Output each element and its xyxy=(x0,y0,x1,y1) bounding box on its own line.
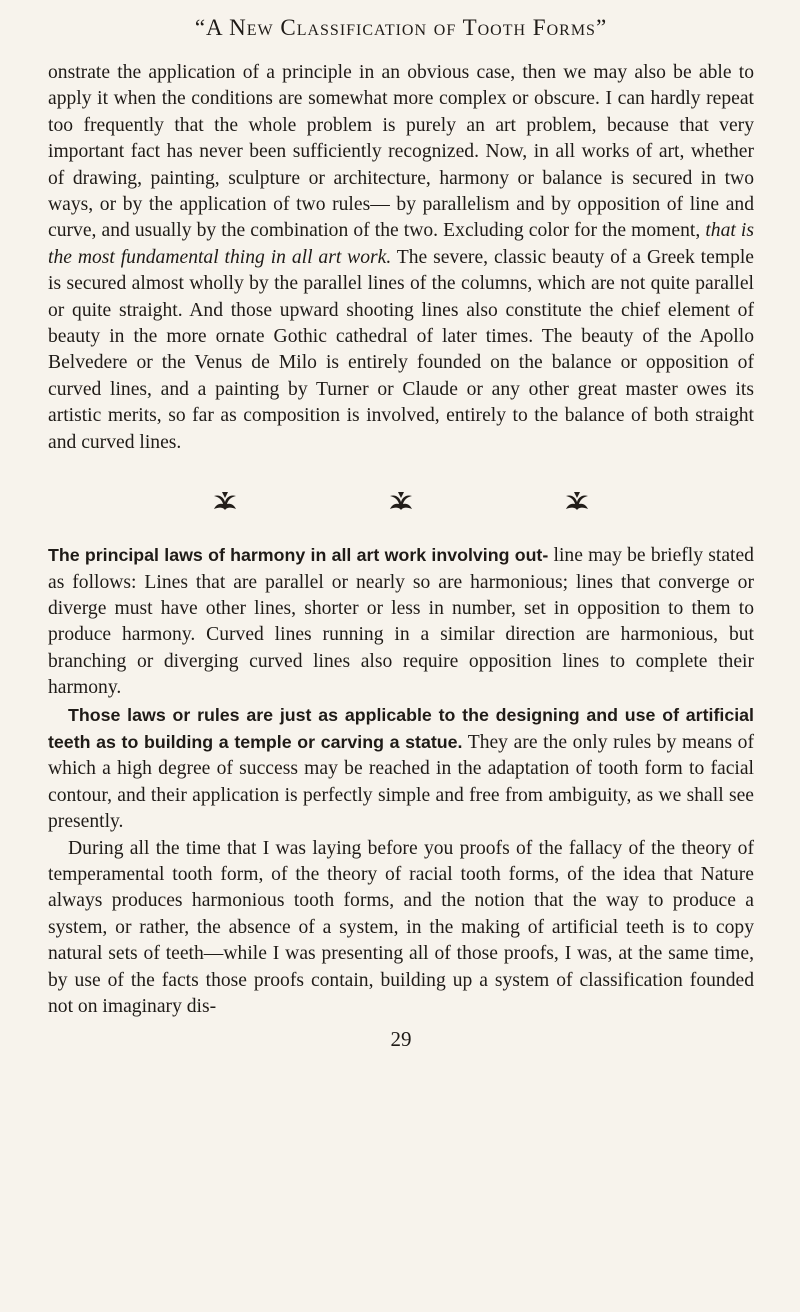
paragraph-4: During all the time that I was laying before you proofs of the fallacy of the theory of temperamental tooth form, of the theory of racial tooth forms, of the idea that Nature always produces harmonious tooth forms, and the notion that the way to produce a system, or rather, the absence of a system, in the making of artificial teeth is to copy natural sets of teeth—while I was presenting all of those proofs, I was, at the same time, by use of the facts those proofs contain, building up a system of classification founded not on imaginary dis- xyxy=(48,837,754,1017)
paragraph-1-text-b: The severe, classic beauty of a Greek temple is secured almost wholly by the parallel lines of the columns, which are not quite parallel or quite straight. And those upward shooting lines also constitute the chief element of beauty in the more ornate Gothic cathedral of later times. The beauty of the Apollo Belvedere or the Venus de Milo is entirely founded on the balance or opposition of curved lines, and a painting by Turner or Claude or any other great master owes its artistic merits, so far as composition is involved, entirely to the balance of both straight and curved lines. xyxy=(48,246,755,453)
paragraph-2 xyxy=(48,542,754,701)
paragraph-1 xyxy=(48,60,754,456)
paragraph-2-text: line may be briefly stated as follows: Lines that are parallel or nearly so are harmonious; lines that converge or diverge must have other lines, shorter or less in number, set in opposition to them to produce harmony. Curved lines running in a similar direction are harmonious, but branching or diverging curved lines also require opposition lines to complete their harmony. xyxy=(48,545,754,699)
paragraph-1-text-a: onstrate the application of a principle in an obvious case, then we may also be able to apply it when the conditions are somewhat more complex or obscure. I can hardly repeat too frequently that the whole problem is purely an art problem, because that very important fact has never been sufficiently recognized. Now, in all works of art, whether of drawing, painting, sculpture or architecture, harmony or balance is secured in two ways, or by the application of two rules— by parallelism and by opposition of line and curve, and usually by the combination of the two. Excluding color for the moment, xyxy=(48,62,754,242)
paragraph-2-lead: The principal laws of harmony in all art work involving out- xyxy=(48,545,549,566)
section-divider xyxy=(48,490,754,512)
fleuron-icon xyxy=(388,490,414,512)
paragraph-3-lead: Those laws or rules are just as applicable to the designing and use of artificial teeth as to building a temple or carving a statue. xyxy=(48,704,754,752)
paragraph-3 xyxy=(48,702,754,836)
running-head: “A New Classification of Tooth Forms” xyxy=(194,15,608,40)
page-number: 29 xyxy=(390,1027,412,1052)
paragraph-3-text: They are the only rules by means of which a high degree of success may be reached in the adaptation of tooth form to facial contour, and their application is perfectly simple and free from ambiguity, as we shall see presently. xyxy=(48,731,754,833)
paragraph-1-italic: that is the most fundamental thing in all art work. xyxy=(48,220,754,268)
fleuron-icon xyxy=(564,490,590,512)
fleuron-icon xyxy=(212,490,238,512)
